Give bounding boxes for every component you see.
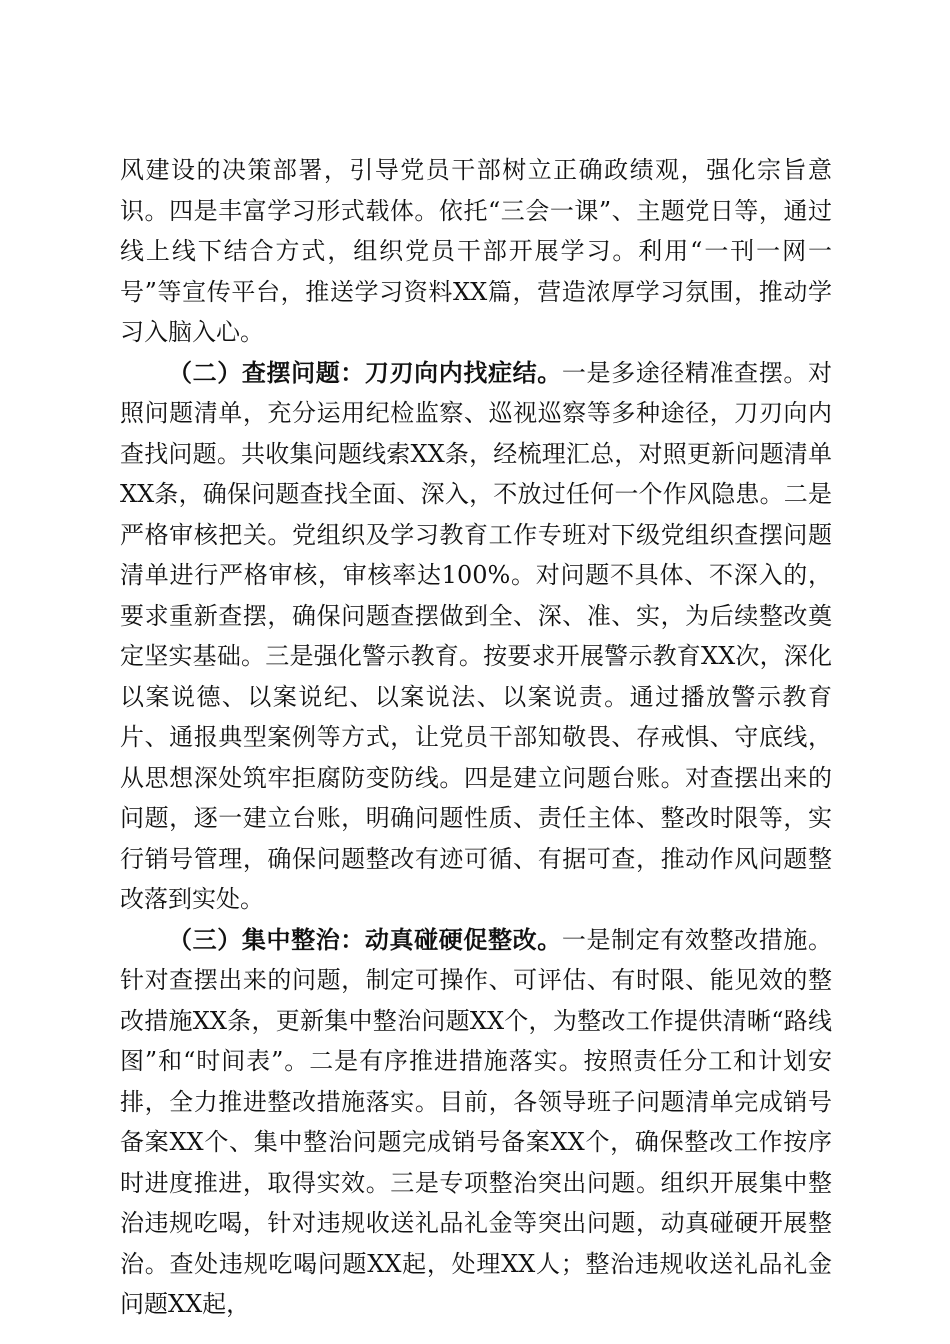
document-body — [120, 150, 832, 1325]
paragraph-continuation — [120, 150, 832, 353]
paragraph-body-text: 一是制定有效整改措施。针对查摆出来的问题，制定可操作、可评估、有时限、能见效的整改措施XX条，更新集中整治问题XX个，为整改工作提供清晰“路线图”和“时间表”。二是有序推进措施落实。按照责任分工和计划安排，全力推进整改措施落实。目前，各领导班子问题清单完成销号备案XX个、集中整治问题完成销号备案XX个，确保整改工作按序时进度推进，取得实效。三是专项整治突出问题。组织开展集中整治违规吃喝，针对违规收送礼品礼金等突出问题，动真碰硬开展整治。查处违规吃喝问题XX起，处理XX人；整治违规收送礼品礼金问题XX起， — [120, 925, 833, 1318]
paragraph-section-three — [120, 920, 832, 1325]
paragraph-body-text: 一是多途径精准查摆。对照问题清单，充分运用纪检监察、巡视巡察等多种途径，刀刃向内查找问题。共收集问题线索XX条，经梳理汇总，对照更新问题清单XX条，确保问题查找全面、深入，不放过任何一个作风隐患。二是严格审核把关。党组织及学习教育工作专班对下级党组织查摆问题清单进行严格审核，审核率达100%。对问题不具体、不深入的，要求重新查摆，确保问题查摆做到全、深、准、实，为后续整改奠定坚实基础。三是强化警示教育。按要求开展警示教育XX次，深化以案说德、以案说纪、以案说法、以案说责。通过播放警示教育片、通报典型案例等方式，让党员干部知敬畏、存戒惧、守底线，从思想深处筑牢拒腐防变防线。四是建立问题台账。对查摆出来的问题，逐一建立台账，明确问题性质、责任主体、整改时限等，实行销号管理，确保问题整改有迹可循、有据可查，推动作风问题整改落到实处。 — [120, 358, 833, 913]
paragraph-body-text: 风建设的决策部署，引导党员干部树立正确政绩观，强化宗旨意识。四是丰富学习形式载体。依托“三会一课”、主题党日等，通过线上线下结合方式，组织党员干部开展学习。利用“一刊一网一号”等宣传平台，推送学习资料XX篇，营造浓厚学习氛围，推动学习入脑入心。 — [120, 156, 832, 346]
section-heading-three: （三）集中整治：动真碰硬促整改。 — [168, 924, 562, 954]
section-heading-two: （二）查摆问题：刀刃向内找症结。 — [168, 357, 562, 387]
paragraph-section-two — [120, 353, 832, 920]
